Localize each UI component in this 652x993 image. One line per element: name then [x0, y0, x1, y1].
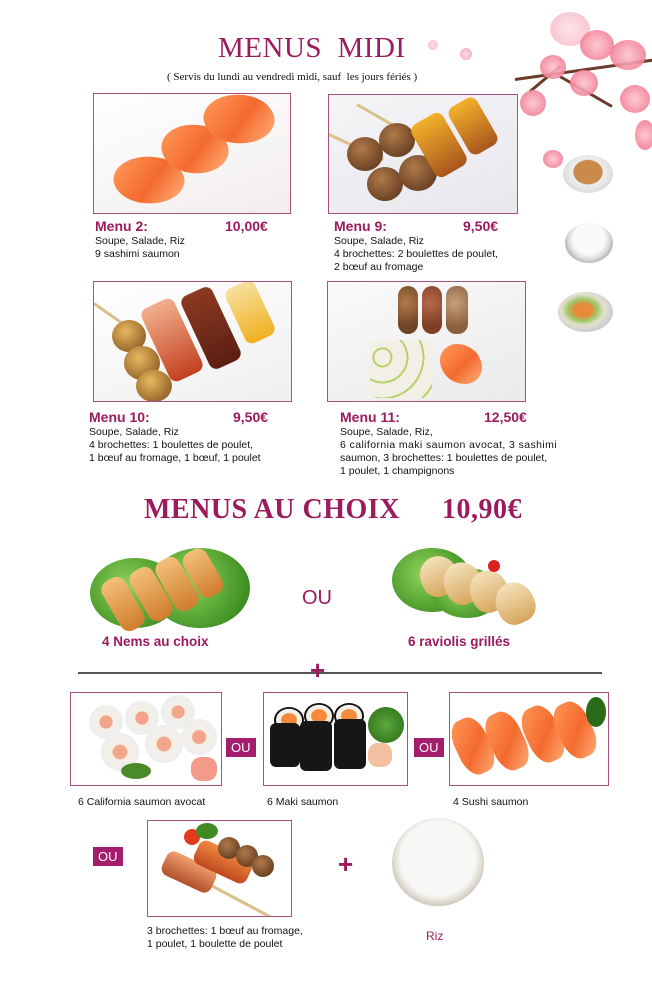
- salad-bowl-icon: [558, 292, 613, 332]
- maki-image: [263, 692, 408, 786]
- california-roll-image: [70, 692, 222, 786]
- menu-9-description: Soupe, Salade, Riz 4 brochettes: 2 boulettes de poulet, 2 bœuf au fromage: [334, 235, 499, 273]
- menu-9-name: Menu 9:: [334, 218, 387, 234]
- menu-11-name: Menu 11:: [340, 409, 400, 425]
- menu-11-description: Soupe, Salade, Riz, 6 california maki saumon avocat, 3 sashimi saumon, 3 brochettes: 1 boulettes de poulet, 1 poulet, 1 champignons: [340, 426, 557, 477]
- or-badge-2: OU: [414, 738, 444, 757]
- raviolis-image: [392, 538, 542, 630]
- rice-image: [392, 818, 484, 908]
- raviolis-label: 6 raviolis grillés: [408, 634, 511, 649]
- menu-11-price: 12,50€: [484, 409, 527, 425]
- rice-bowl-icon: [565, 223, 613, 263]
- menu-9-price: 9,50€: [463, 218, 499, 234]
- menu-2-price: 10,00€: [225, 218, 268, 234]
- menu-10-description: Soupe, Salade, Riz 4 brochettes: 1 boulettes de poulet, 1 bœuf au fromage, 1 bœuf, 1 poulet: [89, 426, 261, 464]
- menu-11-image: [327, 281, 526, 402]
- menu-2-description: Soupe, Salade, Riz 9 sashimi saumon: [95, 235, 185, 260]
- rice-label: Riz: [426, 929, 444, 943]
- menu-9-image: [328, 94, 518, 214]
- menu-2-name: Menu 2:: [95, 218, 148, 234]
- skewers-caption: 3 brochettes: 1 bœuf au fromage, 1 poulet, 1 boulette de poulet: [147, 925, 303, 950]
- or-badge-1: OU: [226, 738, 256, 757]
- menu-2-image: [93, 93, 291, 214]
- page-title: MENUS MIDI: [218, 32, 406, 64]
- or-text: OU: [302, 587, 332, 609]
- maki-caption: 6 Maki saumon: [267, 796, 339, 808]
- menu-10-name: Menu 10:: [89, 409, 150, 425]
- choice-section-title: MENUS AU CHOIX: [144, 494, 400, 525]
- menu-10-price: 9,50€: [233, 409, 269, 425]
- menu-10-image: [93, 281, 292, 402]
- section-divider: [78, 672, 602, 674]
- plus-sign-rice: +: [338, 849, 354, 879]
- choice-section-price: 10,90€: [442, 494, 522, 525]
- sushi-caption: 4 Sushi saumon: [453, 796, 529, 808]
- skewers-image: [147, 820, 292, 917]
- or-badge-3: OU: [93, 847, 123, 866]
- california-caption: 6 California saumon avocat: [78, 796, 206, 808]
- miso-soup-icon: [563, 155, 613, 193]
- page-subtitle: ( Servis du lundi au vendredi midi, sauf les jours fériés ): [167, 71, 418, 83]
- plus-sign: +: [310, 655, 326, 685]
- nems-image: [90, 538, 250, 630]
- nems-label: 4 Nems au choix: [102, 634, 209, 649]
- sushi-image: [449, 692, 609, 786]
